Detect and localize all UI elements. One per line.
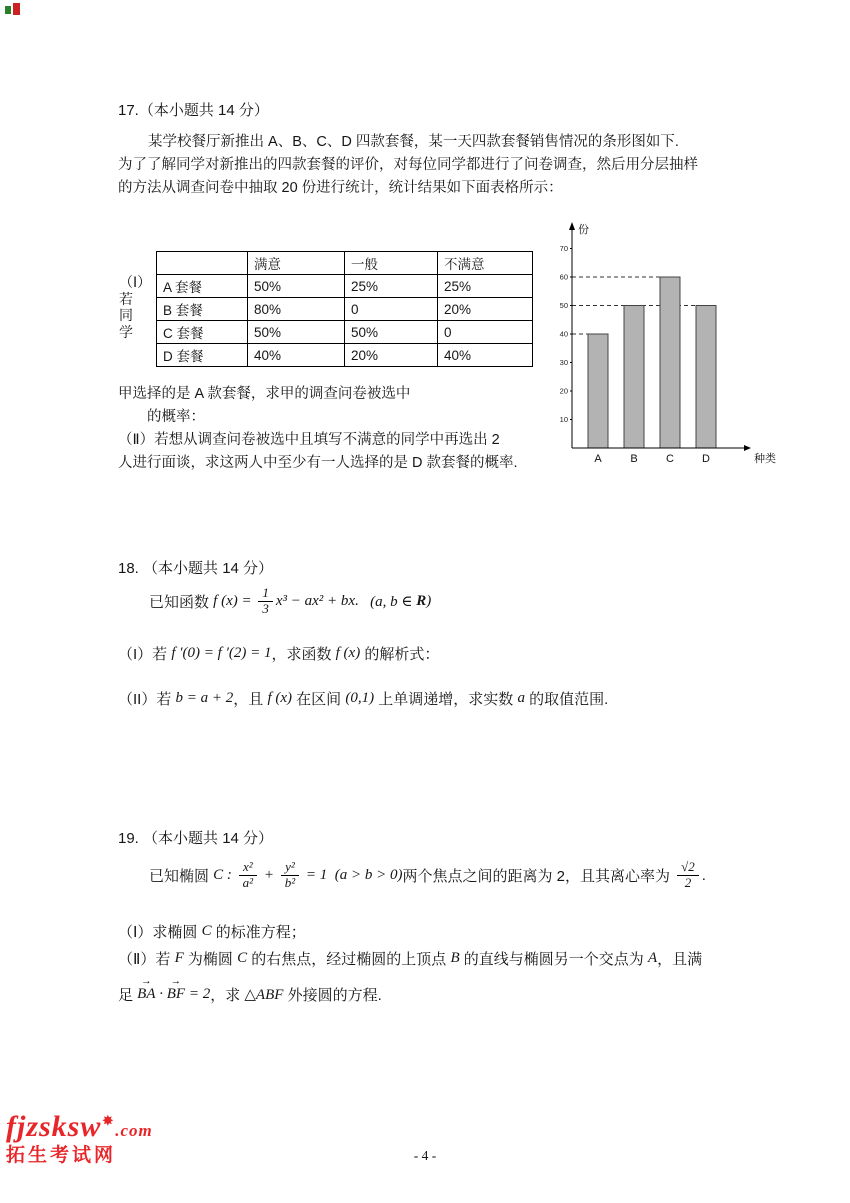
body-text: 为椭圆 — [183, 951, 238, 968]
body-text: 两个焦点之间的距离为 2，且其离心率为 — [402, 867, 675, 885]
math-text: ) — [426, 592, 432, 609]
table-row — [157, 344, 533, 367]
table-cell: 50% — [248, 321, 345, 344]
q17-q1-line2: 的概率： — [147, 409, 205, 425]
q17-para-line1: 某学校餐厅新推出 A、B、C、D 四款套餐，某一天四款套餐销售情况的条形图如下. — [148, 134, 679, 150]
table-header-row — [157, 252, 533, 275]
bar-C — [660, 277, 680, 448]
q17-q1-line1: 甲选择的是 A 款套餐，求甲的调查问卷被选中 — [118, 386, 411, 402]
body-text: ，且 — [233, 691, 268, 708]
vector-BF: BF → — [167, 986, 185, 1003]
body-text: 的取值范围. — [524, 691, 609, 708]
body-text: ，求函数 — [271, 646, 336, 663]
math-text: f (x) — [335, 645, 361, 661]
table-cell: 20% — [345, 344, 438, 367]
page-number: - 4 - — [413, 1148, 437, 1163]
math-text: (a > b > 0) — [334, 866, 403, 883]
y-tick-label: 10 — [559, 415, 568, 424]
body-text: （II）若 — [118, 691, 176, 708]
math-text: R — [416, 592, 427, 609]
x-category-label: C — [666, 453, 674, 465]
y-tick-label: 40 — [559, 329, 568, 339]
q17-questions — [118, 383, 570, 475]
table-header-cell: 一般 — [345, 252, 438, 275]
table-cell: 0 — [345, 298, 438, 321]
logo-subtitle: 拓生考试网 — [6, 1145, 117, 1166]
q19-item2-line1 — [118, 948, 702, 969]
q17-q2-line2: 人进行面谈，求这两人中至少有一人选择的是 D 款套餐的概率. — [118, 455, 518, 471]
body-text: ，求 — [210, 987, 245, 1004]
table-cell: 80% — [248, 298, 345, 321]
table-cell: 25% — [345, 275, 438, 298]
x-axis-arrow-icon — [744, 445, 751, 451]
body-text: （Ⅱ）若 — [118, 951, 175, 968]
q17-q2-line1: （Ⅱ）若想从调查问卷被选中且填写不满意的同学中再选出 2 — [118, 432, 500, 448]
x-category-label: A — [594, 453, 602, 465]
math-text: f (x) — [267, 690, 293, 706]
table-cell: 0 — [438, 321, 533, 344]
fraction-denominator: 2 — [684, 874, 692, 890]
table-cell: B 套餐 — [157, 298, 248, 321]
math-text: B — [450, 950, 460, 966]
q19-formula — [149, 860, 706, 891]
body-text: . — [701, 866, 706, 884]
table-row — [157, 275, 533, 298]
fraction — [677, 860, 699, 891]
logo-tld-text: .com — [115, 1121, 153, 1140]
bar-A — [588, 334, 608, 448]
math-text: a — [517, 690, 525, 706]
math-text: x³ − ax² + bx. — [275, 592, 359, 609]
q18-header: 18. （本小题共 14 分） — [118, 560, 274, 577]
table-row — [157, 298, 533, 321]
table-cell: 20% — [438, 298, 533, 321]
logo-site-text: fjzsksw — [6, 1110, 102, 1143]
vector-BA: BA → — [137, 986, 155, 1003]
math-text: = 1 — [302, 866, 335, 883]
table-row — [157, 321, 533, 344]
math-text: F — [174, 950, 184, 966]
y-tick-label: 50 — [559, 301, 568, 310]
fraction-numerator: y² — [281, 860, 299, 876]
y-tick-label: 20 — [559, 386, 568, 396]
table-cell: D 套餐 — [157, 344, 248, 367]
body-text: 已知椭圆 — [149, 867, 214, 885]
body-text: 的解析式： — [360, 646, 440, 663]
bar-B — [624, 306, 644, 449]
q19-item1 — [118, 921, 306, 942]
body-text: 的标准方程； — [211, 924, 306, 941]
fraction-denominator: b² — [284, 874, 296, 890]
math-text: b = a + 2 — [175, 690, 234, 706]
body-text: ，且满 — [657, 951, 703, 968]
table-header-cell — [157, 252, 248, 275]
corner-logo-icon — [5, 3, 23, 16]
fraction — [258, 586, 273, 617]
body-text: 的右焦点，经过椭圆的上顶点 — [247, 951, 451, 968]
table-cell: 40% — [248, 344, 345, 367]
y-tick-label: 60 — [559, 272, 568, 282]
math-text: (a, b ∈ — [358, 593, 417, 610]
bar-chart — [542, 216, 792, 468]
body-text: 的直线与椭圆另一个交点为 — [459, 951, 648, 968]
table-header-cell: 满意 — [248, 252, 345, 275]
table-cell: 40% — [438, 344, 533, 367]
math-text: f ′(0) = f ′(2) = 1 — [171, 645, 272, 661]
body-text: （I）若 — [118, 646, 172, 663]
q17-header: 17.（本小题共 14 分） — [118, 102, 269, 119]
fraction-denominator: a² — [242, 874, 254, 890]
fraction-denominator: 3 — [262, 600, 269, 616]
site-logo — [6, 1112, 153, 1165]
math-text: C — [237, 950, 248, 966]
q17-para-line3: 的方法从调查问卷中抽取 20 份进行统计，统计结果如下面表格所示： — [118, 180, 563, 196]
y-axis-arrow-icon — [569, 222, 575, 230]
math-text: + — [260, 866, 278, 883]
fraction — [281, 860, 299, 891]
fraction-numerator: 1 — [258, 586, 273, 602]
x-category-label: D — [702, 453, 710, 465]
corner-mark-red — [13, 3, 20, 15]
table-cell: 25% — [438, 275, 533, 298]
body-text: 已知函数 — [149, 593, 214, 611]
y-tick-label: 30 — [559, 358, 568, 367]
q18-item1 — [118, 643, 439, 664]
table-cell: 50% — [248, 275, 345, 298]
logo-line1 — [6, 1112, 153, 1142]
q19-header: 19. （本小题共 14 分） — [118, 830, 274, 847]
x-category-label: B — [630, 453, 638, 465]
q17-part1-vertical-text: （Ⅰ）若同学 — [119, 274, 152, 340]
y-tick-label: 70 — [559, 244, 568, 253]
body-text: （Ⅰ）求椭圆 — [118, 924, 202, 941]
body-text: 上单调递增，求实数 — [374, 691, 518, 708]
math-text: △ABF — [244, 987, 284, 1003]
q18-formula — [149, 586, 431, 617]
math-text: · — [155, 986, 167, 1002]
table-cell: A 套餐 — [157, 275, 248, 298]
survey-table — [156, 251, 533, 367]
body-text: 足 — [118, 987, 138, 1004]
math-text: = 2 — [185, 986, 211, 1002]
x-axis-title: 种类 — [754, 453, 776, 465]
q17-para-line2: 为了了解同学对新推出的四款套餐的评价，对每位同学都进行了问卷调查，然后用分层抽样 — [118, 157, 698, 173]
starburst-icon: ✸ — [102, 1113, 115, 1128]
math-text: C — [201, 923, 212, 939]
fraction-numerator: x² — [239, 860, 257, 876]
table-cell: C 套餐 — [157, 321, 248, 344]
q19-item2-line2 — [118, 976, 382, 1005]
math-text: A — [647, 950, 658, 966]
table-header-cell: 不满意 — [438, 252, 533, 275]
survey-table-body — [157, 275, 533, 367]
y-axis-title: 份 — [578, 224, 589, 236]
corner-mark-green — [5, 6, 11, 14]
body-text: 外接圆的方程. — [283, 987, 382, 1004]
bar-D — [696, 306, 716, 449]
table-cell: 50% — [345, 321, 438, 344]
body-text: 在区间 — [292, 691, 346, 708]
fraction-numerator: √2 — [677, 860, 699, 876]
q17-paragraph — [118, 131, 750, 200]
fraction — [239, 860, 257, 891]
math-text: f (x) = — [213, 592, 256, 609]
math-text: (0,1) — [345, 690, 375, 706]
math-text: C : — [213, 866, 236, 883]
q18-item2 — [118, 688, 608, 709]
